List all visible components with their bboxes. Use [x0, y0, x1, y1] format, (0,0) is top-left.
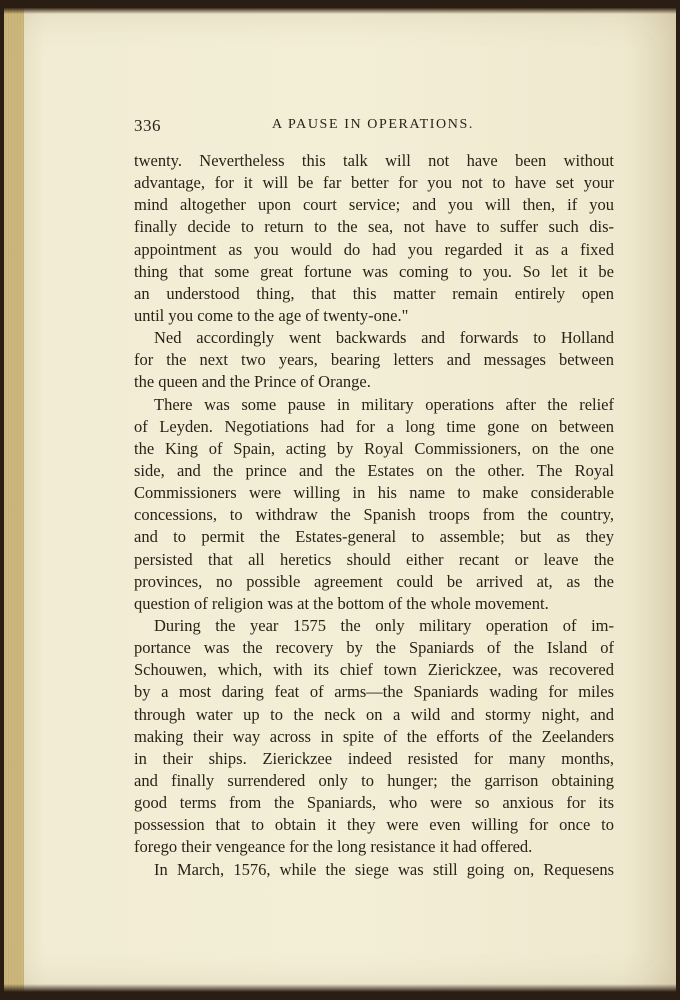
text-line: in their ships. Zierickzee indeed resisted for many months,	[134, 748, 614, 768]
running-head-title: A PAUSE IN OPERATIONS.	[272, 117, 474, 132]
text-line: good terms from the Spaniards, who were so anxious for its	[134, 793, 614, 813]
text-line: by a most daring feat of arms—the Spaniards wading for miles	[134, 682, 614, 702]
text-line: side, and the prince and the Estates on the other. The Royal	[134, 460, 614, 480]
text-line: concessions, to withdraw the Spanish troops from the country,	[134, 505, 614, 525]
text-line: Commissioners were willing in his name to make considerable	[134, 483, 614, 503]
text-line: portance was the recovery by the Spaniards of the Island of	[134, 638, 614, 658]
text-line: and finally surrendered only to hunger; the garrison obtaining	[134, 770, 614, 790]
text-line: until you come to the age of twenty-one."	[134, 305, 409, 325]
text-line: of Leyden. Negotiations had for a long time gone on between	[134, 416, 614, 436]
text-line: forego their vengeance for the long resistance it had offered.	[134, 837, 533, 857]
text-line: During the year 1575 the only military operation of im-	[154, 615, 614, 635]
text-line: through water up to the neck on a wild and stormy night, and	[134, 704, 614, 724]
running-head	[134, 116, 614, 140]
text-line: making their way across in spite of the efforts of the Zeelanders	[134, 726, 614, 746]
text-line: the King of Spain, acting by Royal Commissioners, on the one	[134, 438, 614, 458]
text-line: twenty. Nevertheless this talk will not have been without	[134, 151, 614, 170]
text-line: possession that to obtain it they were even willing for once to	[134, 815, 614, 835]
text-line: for the next two years, bearing letters and messages between	[134, 350, 614, 370]
text-line: appointment as you would do had you regarded it as a fixed	[134, 239, 614, 259]
text-line: Ned accordingly went backwards and forwards to Holland	[154, 328, 614, 348]
text-line: thing that some great fortune was coming to you. So let it be	[134, 261, 614, 281]
page-bottom-edge	[4, 984, 676, 992]
text-line: provinces, no possible agreement could be arrived at, as the	[134, 571, 614, 591]
page-number: 336	[134, 116, 161, 135]
text-line: question of religion was at the bottom of the whole movement.	[134, 593, 549, 613]
text-line: persisted that all heretics should either recant or leave the	[134, 549, 614, 569]
text-line: Schouwen, which, with its chief town Zierickzee, was recovered	[134, 660, 614, 680]
page-top-edge	[4, 8, 676, 14]
body-text	[134, 150, 614, 881]
text-line: advantage, for it will be far better for you not to have set your	[134, 173, 614, 193]
text-line: There was some pause in military operations after the relief	[154, 394, 614, 414]
text-line: and to permit the Estates-general to assemble; but as they	[134, 527, 614, 547]
text-line: an understood thing, that this matter remain entirely open	[134, 283, 614, 303]
text-line: In March, 1576, while the siege was still going on, Requesens	[154, 859, 614, 879]
book-gutter	[4, 8, 24, 992]
text-line: the queen and the Prince of Orange.	[134, 372, 371, 392]
text-line: mind altogether upon court service; and you will then, if you	[134, 195, 614, 215]
text-line: finally decide to return to the sea, not have to suffer such dis-	[134, 217, 614, 237]
